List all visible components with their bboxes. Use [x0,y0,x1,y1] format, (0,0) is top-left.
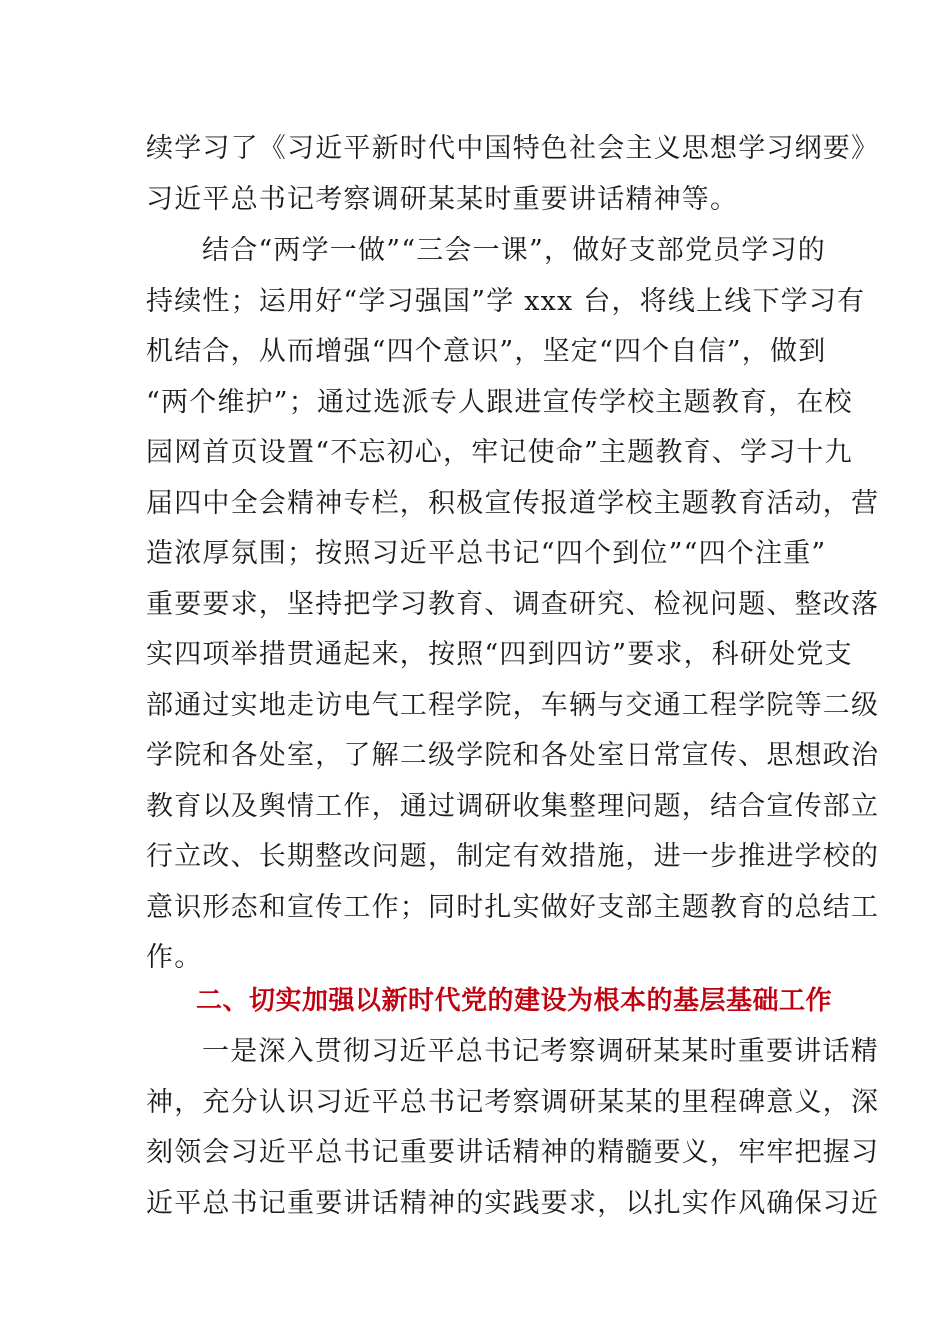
paragraph-2-line: 造浓厚氛围；按照习近平总书记“四个到位”“四个注重” [146,538,827,569]
paragraph-2-line: 意识形态和宣传工作；同时扎实做好支部主题教育的总结工 [146,891,880,923]
paragraph-3-line: 一是深入贯彻习近平总书记考察调研某某时重要讲话精 [202,1036,879,1067]
paragraph-2 [146,226,880,984]
paragraph-2-line: 实四项举措贯通起来，按照“四到四访”要求，科研处党支 [146,639,853,670]
paragraph-3-line: 刻领会习近平总书记重要讲话精神的精髓要义，牢牢把握习 [146,1137,880,1168]
paragraph-2-line: 教育以及舆情工作，通过调研收集整理问题，结合宣传部立 [146,790,880,822]
section-heading: 二、切实加强以新时代党的建设为根本的基层基础工作 [196,986,833,1016]
paragraph-2-line: 结合“两学一做”“三会一课”，做好支部党员学习的 [202,235,827,266]
paragraph-2-line: 届四中全会精神专栏，积极宣传报道学校主题教育活动，营 [146,487,880,519]
paragraph-1-line: 续学习了《习近平新时代中国特色社会主义思想学习纲要》 [146,133,880,164]
paragraph-2-line: 学院和各处室，了解二级学院和各处室日常宣传、思想政治 [146,740,880,771]
paragraph-2-line: 部通过实地走访电气工程学院，车辆与交通工程学院等二级 [146,689,880,721]
paragraph-1-line: 习近平总书记考察调研某某时重要讲话精神等。 [146,183,739,215]
paragraph-2-line: 机结合，从而增强“四个意识”，坚定“四个自信”，做到 [146,336,827,367]
paragraph-2-line: 持续性；运用好“学习强国”学 xxx 台，将线上线下学习有 [146,285,866,317]
paragraph-2-line: “两个维护”；通过选派专人跟进宣传学校主题教育，在校 [146,386,853,418]
paragraph-3-line: 神，充分认识习近平总书记考察调研某某的里程碑意义，深 [146,1086,880,1118]
paragraph-2-line: 重要要求，坚持把学习教育、调查研究、检视问题、整改落 [146,588,880,620]
paragraph-1 [146,124,880,225]
paragraph-2-line: 行立改、长期整改问题，制定有效措施，进一步推进学校的 [146,841,880,872]
paragraph-3-line: 近平总书记重要讲话精神的实践要求，以扎实作风确保习近 [146,1187,880,1219]
paragraph-3 [146,1027,880,1229]
paragraph-2-line: 作。 [146,942,203,973]
paragraph-2-line: 园网首页设置“不忘初心，牢记使命”主题教育、学习十九 [146,437,853,468]
